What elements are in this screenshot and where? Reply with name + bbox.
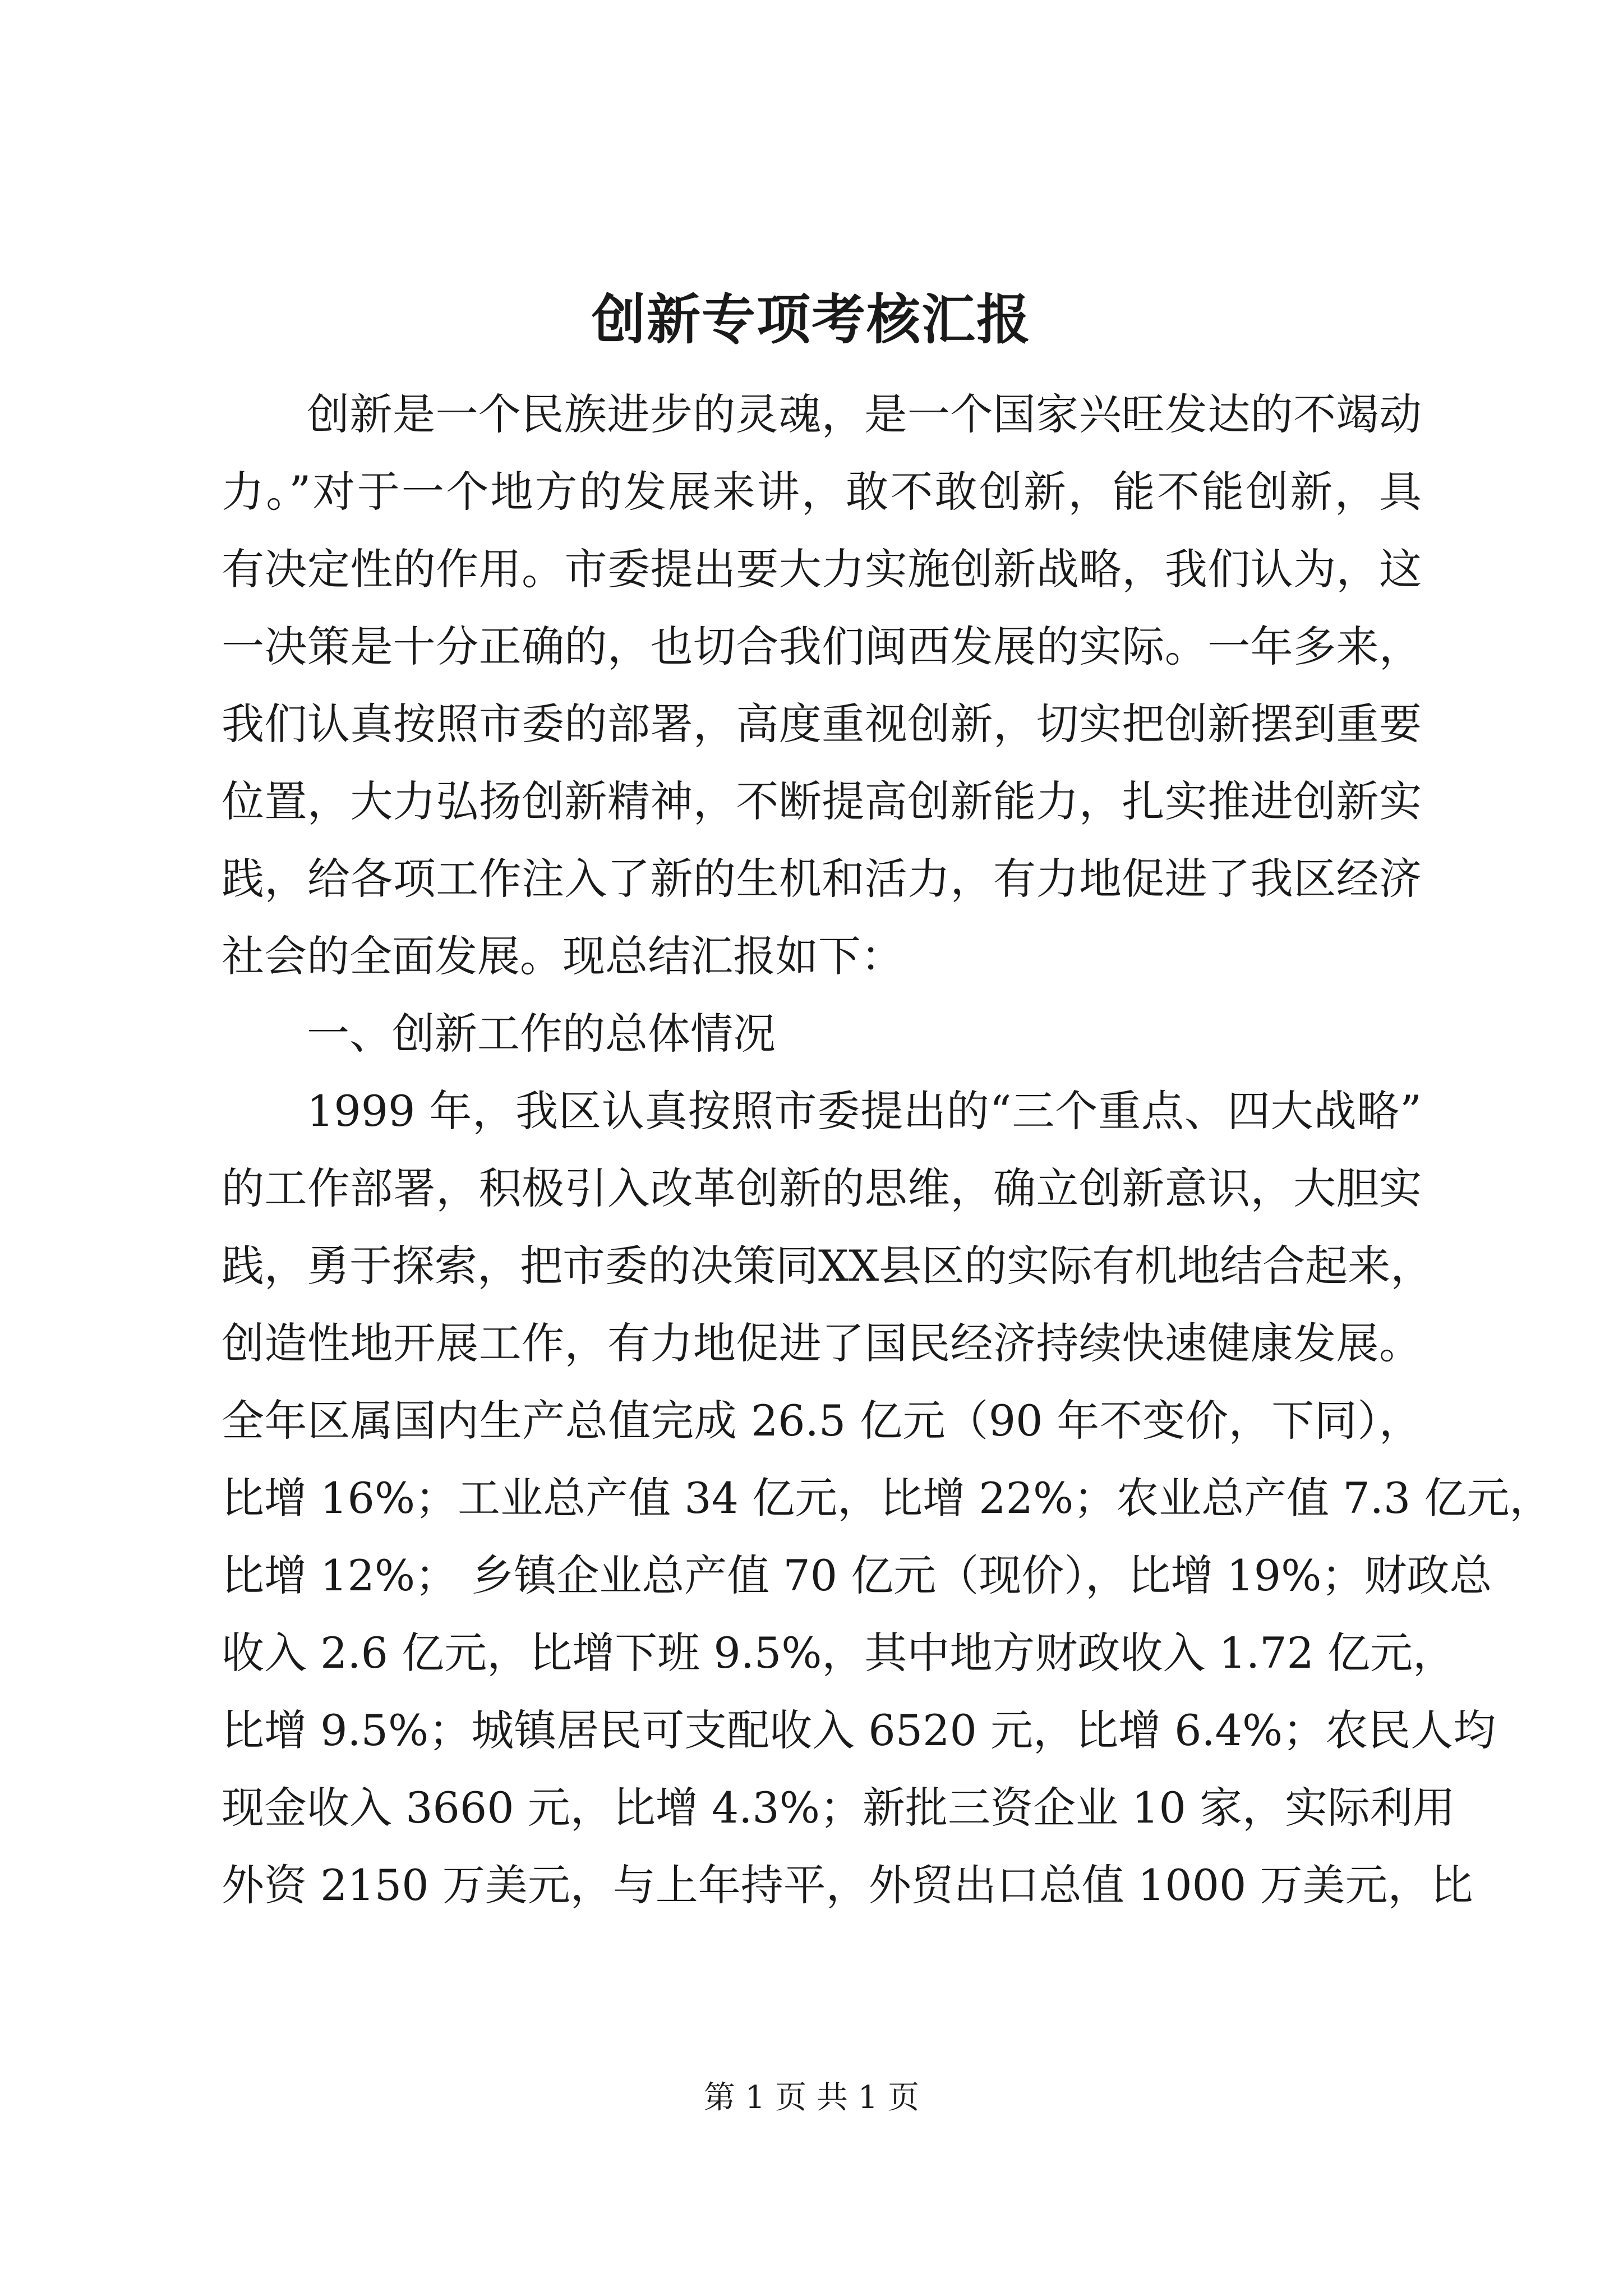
text-line: 有决定性的作用。市委提出要大力实施创新战略，我们认为，这 xyxy=(222,544,1422,594)
text-line: 践，勇于探索，把市委的决策同XX县区的实际有机地结合起来， xyxy=(222,1241,1433,1291)
text-line: 的工作部署，积极引入改革创新的思维，确立创新意识，大胆实 xyxy=(222,1163,1422,1213)
text-line: 一决策是十分正确的，也切合我们闽西发展的实际。一年多来， xyxy=(222,622,1422,671)
text-line: 创新是一个民族进步的灵魂，是一个国家兴旺发达的不竭动 xyxy=(307,389,1422,439)
page-footer: 第 1 页 共 1 页 xyxy=(703,2079,920,2116)
text-line: 比增 9.5%；城镇居民可支配收入 6520 元，比增 6.4%；农民人均 xyxy=(222,1705,1496,1755)
document-body xyxy=(222,376,1552,1924)
text-line: 全年区属国内生产总值完成 26.5 亿元（90 年不变价，下同）， xyxy=(222,1396,1422,1446)
text-line: 比增 12%； 乡镇企业总产值 70 亿元（现价），比增 19%；财政总 xyxy=(222,1550,1492,1600)
text-line: 位置，大力弘扬创新精神，不断提高创新能力，扎实推进创新实 xyxy=(222,776,1422,826)
text-line: 创造性地开展工作，有力地促进了国民经济持续快速健康发展。 xyxy=(222,1318,1422,1368)
text-line: 践，给各项工作注入了新的生机和活力，有力地促进了我区经济 xyxy=(222,854,1422,904)
text-line: 力。”对于一个地方的发展来讲，敢不敢创新，能不能创新，具 xyxy=(222,467,1422,517)
text-line: 外资 2150 万美元，与上年持平，外贸出口总值 1000 万美元，比 xyxy=(222,1860,1473,1910)
text-line: 1999 年，我区认真按照市委提出的“三个重点、四大战略” xyxy=(307,1086,1422,1136)
text-line: 我们认真按照市委的部署，高度重视创新，切实把创新摆到重要 xyxy=(222,699,1422,749)
section-heading: 一、创新工作的总体情况 xyxy=(307,1009,776,1059)
text-line: 收入 2.6 亿元，比增下班 9.5%，其中地方财政收入 1.72 亿元， xyxy=(222,1628,1455,1678)
text-line: 现金收入 3660 元，比增 4.3%；新批三资企业 10 家，实际利用 xyxy=(222,1783,1455,1833)
text-line: 社会的全面发展。现总结汇报如下： xyxy=(222,931,903,981)
text-line: 比增 16%；工业总产值 34 亿元，比增 22%；农业总产值 7.3 亿元， xyxy=(222,1473,1552,1523)
document-title: 创新专项考核汇报 xyxy=(592,288,1031,351)
